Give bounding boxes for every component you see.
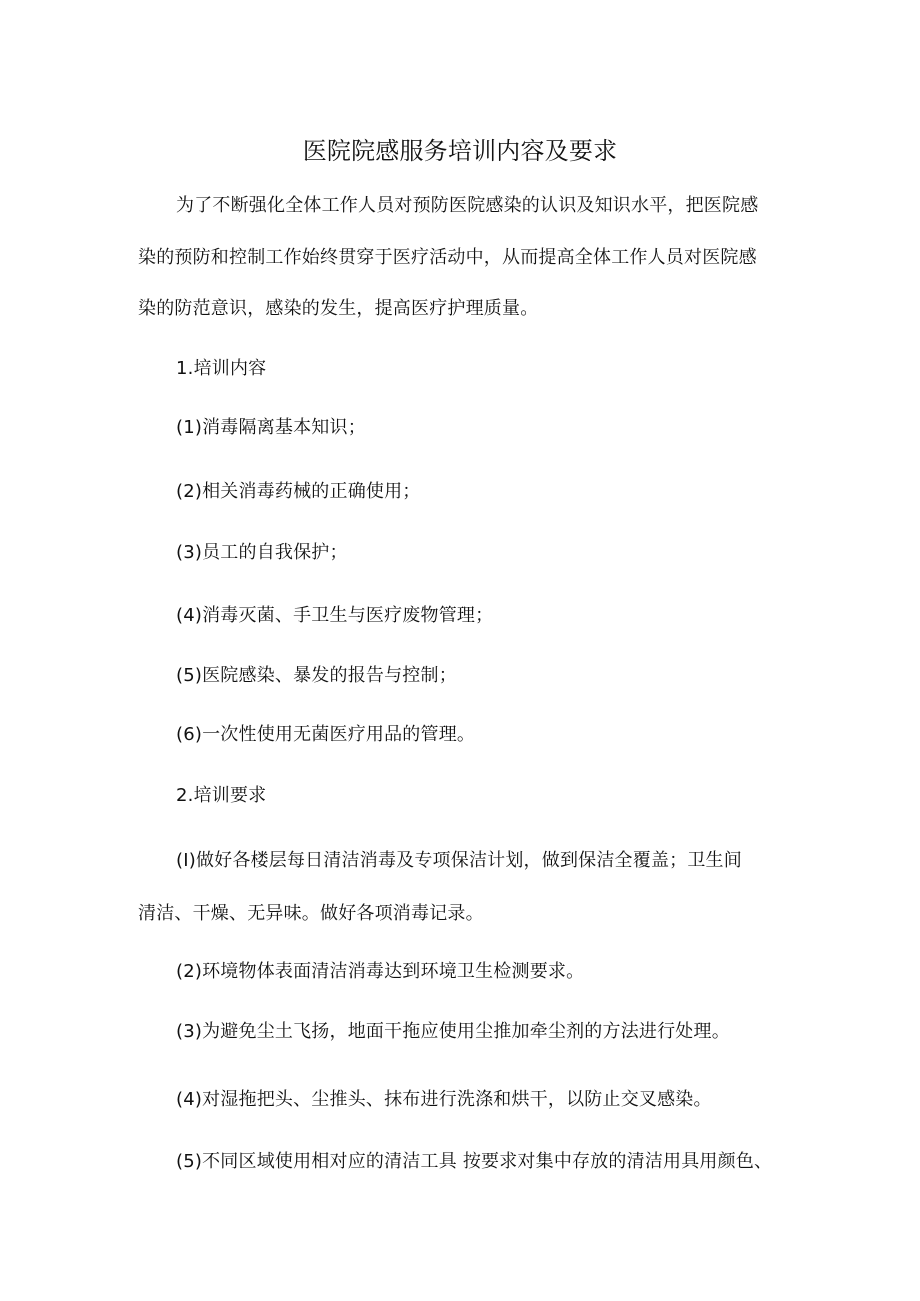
- section2-item-1b: 清洁、干燥、无异味。做好各项消毒记录。: [138, 903, 484, 924]
- section1-item-2: (2)相关消毒药械的正确使用；: [176, 481, 421, 502]
- section2-item-4: (4)对湿拖把头、尘推头、抹布进行洗涤和烘干，以防止交叉感染。: [176, 1089, 712, 1110]
- section1-item-3: (3)员工的自我保护；: [176, 542, 348, 563]
- intro-line-2: 染的预防和控制工作始终贯穿于医疗活动中，从而提高全体工作人员对医院感: [138, 247, 757, 268]
- section1-item-6: (6)一次性使用无菌医疗用品的管理。: [176, 724, 476, 745]
- document-title: 医院院感服务培训内容及要求: [302, 137, 618, 165]
- section2-heading: 2.培训要求: [176, 785, 267, 806]
- section1-heading: 1.培训内容: [176, 358, 267, 379]
- section2-item-2: (2)环境物体表面清洁消毒达到环境卫生检测要求。: [176, 961, 585, 982]
- section1-item-4: (4)消毒灭菌、手卫生与医疗废物管理；: [176, 605, 494, 626]
- section2-item-1a: (I)做好各楼层每日清洁消毒及专项保洁计划，做到保洁全覆盖；卫生间: [176, 850, 742, 871]
- section1-item-5: (5)医院感染、暴发的报告与控制；: [176, 665, 457, 686]
- intro-line-1: 为了不断强化全体工作人员对预防医院感染的认识及知识水平，把医院感: [176, 195, 759, 216]
- intro-line-3: 染的防范意识，感染的发生，提高医疗护理质量。: [138, 298, 539, 319]
- section2-item-3: (3)为避免尘土飞扬，地面干拖应使用尘推加牵尘剂的方法进行处理。: [176, 1021, 730, 1042]
- section1-item-1: (1)消毒隔离基本知识；: [176, 417, 366, 438]
- section2-item-5: (5)不同区域使用相对应的清洁工具 按要求对集中存放的清洁用具用颜色、: [176, 1151, 773, 1172]
